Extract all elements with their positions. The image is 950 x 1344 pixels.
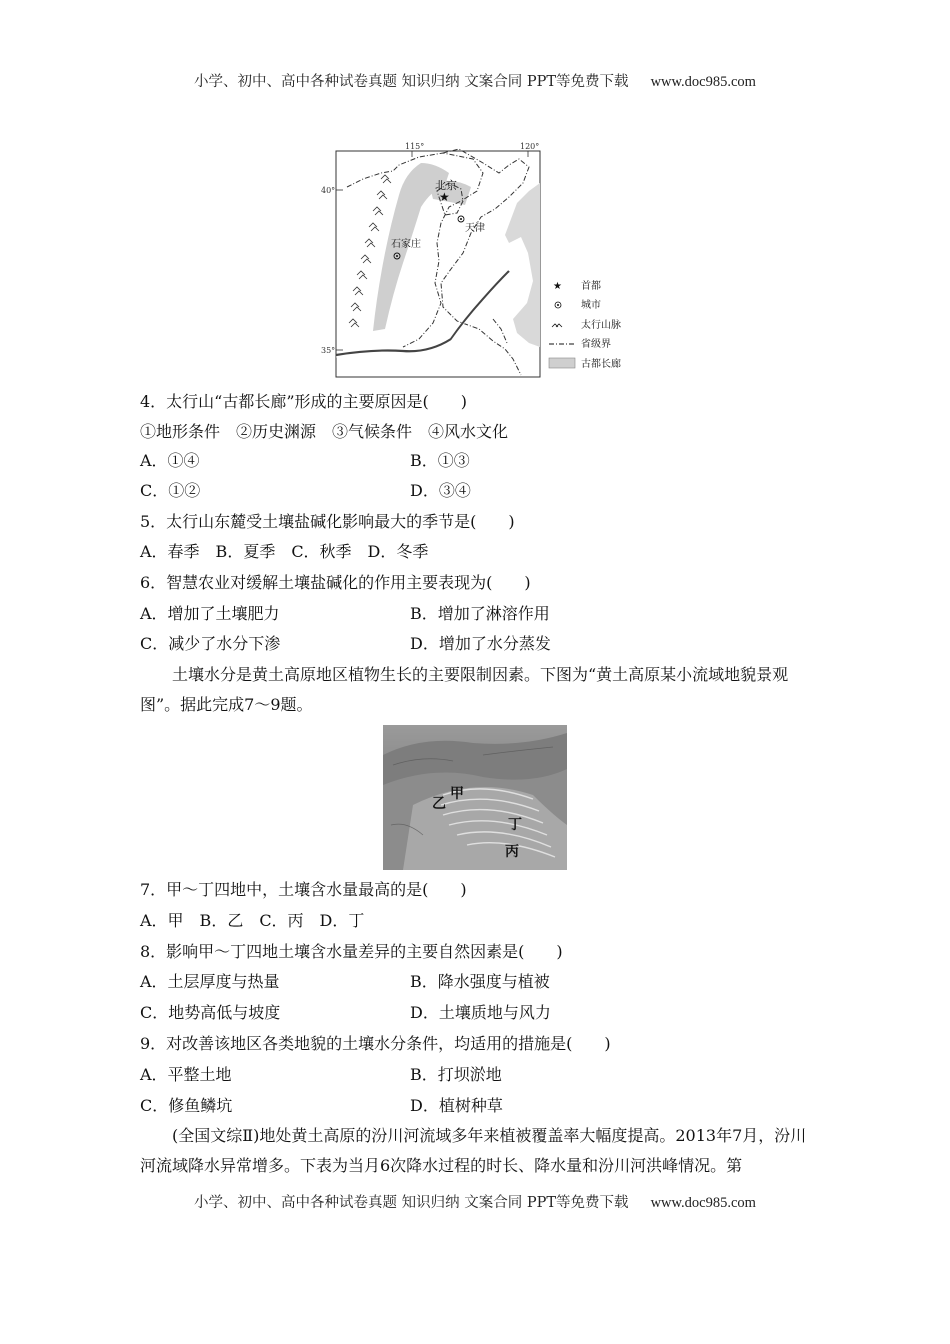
q9-option-d: D．植树种草 xyxy=(410,1096,503,1115)
city-label-tianjin: 天津 xyxy=(465,223,485,234)
q9-stem: 9．对改善该地区各类地貌的土壤水分条件，均适用的措施是( ) xyxy=(140,1034,611,1053)
q6-stem: 6．智慧农业对缓解土壤盐碱化的作用主要表现为( ) xyxy=(140,573,531,592)
page-header xyxy=(0,70,950,91)
q9-option-a: A．平整土地 xyxy=(140,1065,232,1084)
q6-option-c: C．减少了水分下渗 xyxy=(140,634,281,653)
intro-next-text: (全国文综Ⅱ)地处黄土高原的汾川河流域多年来植被覆盖率大幅度提高。2013年7月，汾川河流域降水异常增多。下表为当月6次降水过程的时长、降水量和汾川河洪峰情况。第 xyxy=(140,1126,807,1175)
q6-option-b: B．增加了淋溶作用 xyxy=(410,604,550,623)
photo-label-jia: 甲 xyxy=(450,786,464,802)
taihang-map xyxy=(321,142,629,379)
q6-option-d: D．增加了水分蒸发 xyxy=(410,634,551,653)
q8-option-c: C．地势高低与坡度 xyxy=(140,1003,281,1022)
q7-stem: 7．甲～丁四地中，土壤含水量最高的是( ) xyxy=(140,880,467,899)
footer-text: 小学、初中、高中各种试卷真题 知识归纳 文案合同 PPT等免费下载 xyxy=(194,1195,629,1211)
lat-label-35: 35° xyxy=(321,346,336,355)
legend-label-corridor: 古都长廊 xyxy=(581,359,621,370)
lon-label-115: 115° xyxy=(405,142,425,151)
header-site: www.doc985.com xyxy=(650,74,756,90)
q9-option-c: C．修鱼鳞坑 xyxy=(140,1096,233,1115)
legend-label-capital: 首都 xyxy=(581,281,601,292)
city-label-beijing: 北京 xyxy=(435,179,457,192)
q4-option-a: A．①④ xyxy=(140,451,200,470)
q8-option-d: D．土壤质地与风力 xyxy=(410,1003,551,1022)
page-footer xyxy=(0,1191,950,1212)
city-label-shijiazhuang: 石家庄 xyxy=(391,239,421,250)
lon-label-120: 120° xyxy=(520,142,540,151)
q8-stem: 8．影响甲～丁四地土壤含水量差异的主要自然因素是( ) xyxy=(140,942,563,961)
q8-option-a: A．土层厚度与热量 xyxy=(140,972,280,991)
q8-option-b: B．降水强度与植被 xyxy=(410,972,550,991)
intro-7-9 xyxy=(140,660,812,720)
footer-site: www.doc985.com xyxy=(650,1195,756,1211)
legend-label-city: 城市 xyxy=(581,300,601,311)
photo-label-bing: 丙 xyxy=(505,844,519,860)
intro-next xyxy=(140,1121,812,1181)
loess-plateau-photo xyxy=(383,725,567,870)
header-text: 小学、初中、高中各种试卷真题 知识归纳 文案合同 PPT等免费下载 xyxy=(194,74,629,90)
legend-mountain-icon xyxy=(552,324,562,327)
intro-7-9-text: 土壤水分是黄土高原地区植物生长的主要限制因素。下图为“黄土高原某小流域地貌景观图”。据此完成7～9题。 xyxy=(140,665,789,714)
photo-label-ding: 丁 xyxy=(508,817,522,833)
q4-option-c: C．①② xyxy=(140,481,201,500)
legend-corridor-icon xyxy=(549,358,575,368)
legend-star-icon: ★ xyxy=(553,281,562,292)
q4-stem: 4．太行山“古都长廊”形成的主要原因是( ) xyxy=(140,392,468,411)
photo-label-yi: 乙 xyxy=(432,796,446,812)
map-legend xyxy=(549,279,621,370)
lat-label-40: 40° xyxy=(321,186,336,195)
q6-option-a: A．增加了土壤肥力 xyxy=(140,604,280,623)
q4-option-b: B．①③ xyxy=(410,451,470,470)
q4-option-d: D．③④ xyxy=(410,481,471,500)
q5-options: A．春季 B．夏季 C．秋季 D．冬季 xyxy=(140,542,429,561)
q5-stem: 5．太行山东麓受土壤盐碱化影响最大的季节是( ) xyxy=(140,512,515,531)
legend-label-boundary: 省级界 xyxy=(581,339,611,350)
capital-star-icon: ★ xyxy=(439,190,450,204)
legend-label-taihang: 太行山脉 xyxy=(581,320,621,331)
q4-factors: ①地形条件 ②历史渊源 ③气候条件 ④风水文化 xyxy=(140,422,509,441)
q9-option-b: B．打坝淤地 xyxy=(410,1065,502,1084)
q7-options: A．甲 B．乙 C．丙 D．丁 xyxy=(140,911,365,930)
